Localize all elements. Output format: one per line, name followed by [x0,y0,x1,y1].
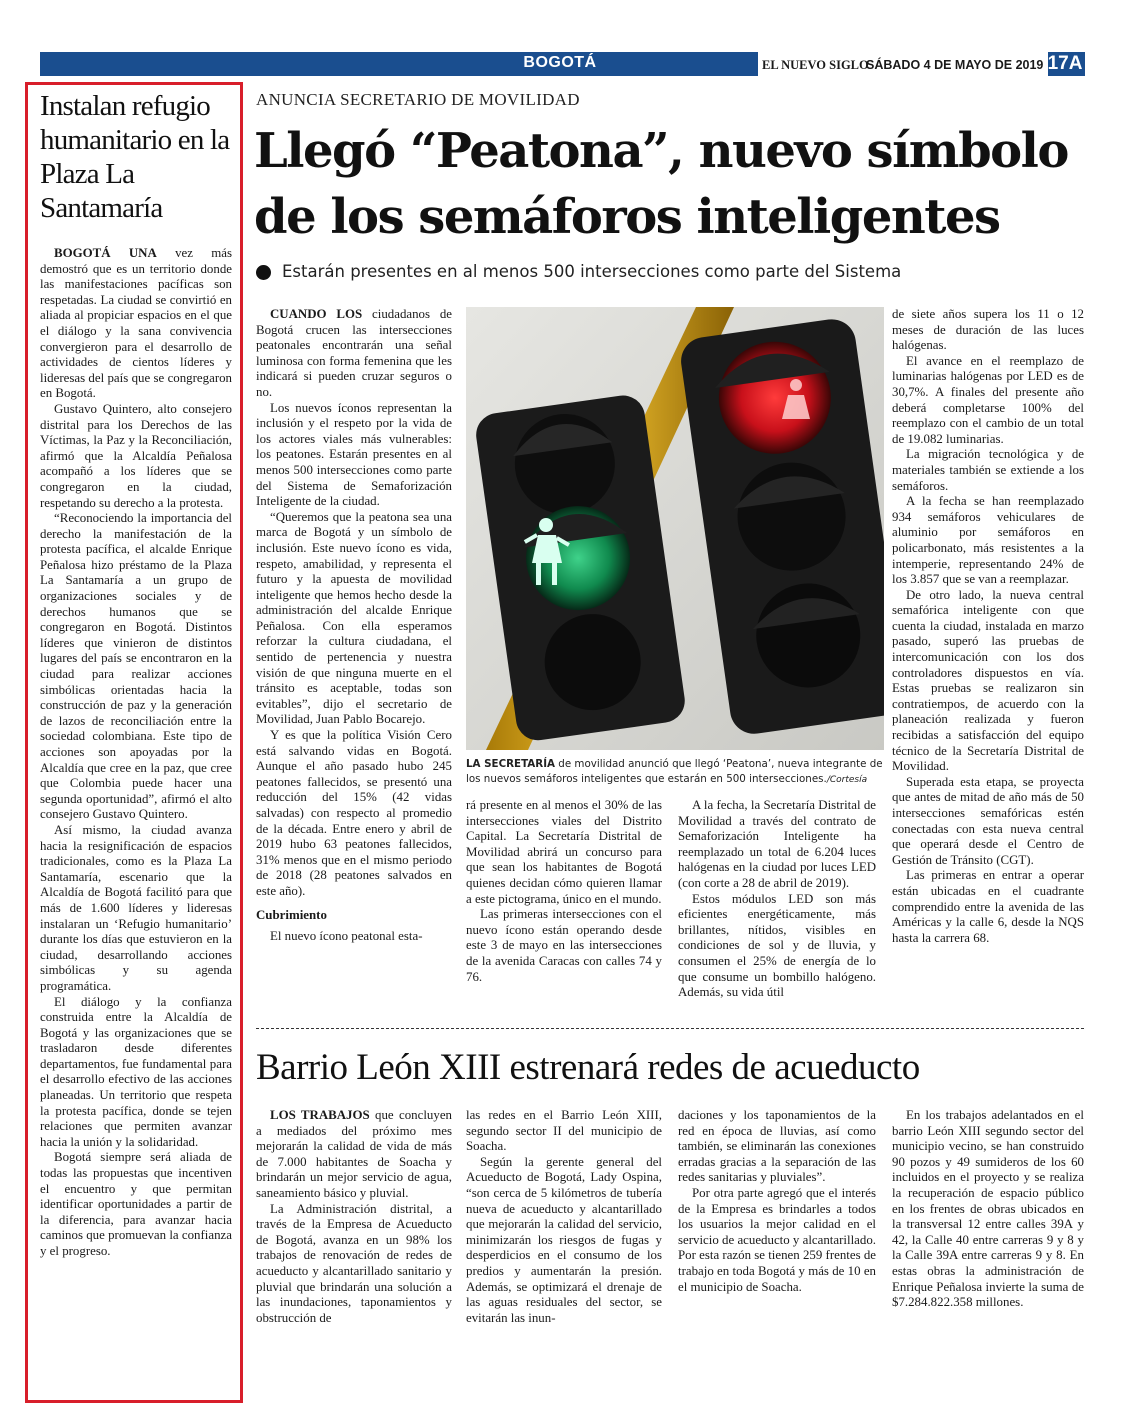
sidebar-paragraph: El diálogo y la confianza construida entre la Alcaldía de Bogotá y las organizaciones que se trasladaron desde diferentes departamentos, fue fundamental para el desarrollo efectivo de las acciones planeadas. Un territorio que respeta la protesta pacífica, donde se tejen relaciones que permiten avanzar hacia la unión y la solidaridad. [40,994,232,1149]
article-paragraph: A la fecha, la Secretaría Distrital de Movilidad a través del contrato de Semaforización Inteligente ha reemplazado un total de 6.204 luces halógenas en la ciudad por luces LED (con corte a 28 de abril de 2019). [678,798,876,890]
article-divider [256,1028,1084,1029]
sidebar-article-title: Instalan refugio humanitario en la Plaza La Santamaría [40,90,230,224]
article-paragraph: Superada esta etapa, se proyecta que antes de mitad de año más de 50 intersecciones semafóricas estén conectadas con esta nueva central que operará desde el Centro de Gestión de Tránsito (CGT). [892,774,1084,867]
article2-headline: Barrio León XIII estrenará redes de acueducto [256,1047,920,1088]
sidebar-lead: BOGOTÁ UNA [54,246,157,260]
article-paragraph: que concluyen a mediados del próximo mes mejorarán la calidad de vida de más de 7.000 habitantes de Soacha y brindarán un mejor servicio de agua, saneamiento básico y pluvial. [256,1108,452,1200]
article-subhead: Cubrimiento [256,907,327,922]
sidebar-article-body [40,246,232,1260]
photo-credit: /Cortesía [826,775,868,785]
article-paragraph: “Queremos que la peatona sea una marca de Bogotá y un símbolo de inclusión. Este nuevo ícono es vida, respeto, amabilidad, y representa el futuro y la apuesta de movilidad inteligente que hemos hecho desde la administración del alcalde Enrique Peñalosa. Con ella esperamos reforzar la cultura ciudadana, el sentido de pertenencia y nuestra visión de que ninguna muerte en el tránsito es aceptable, todas son evitables”, dijo el secretario de Movilidad, Juan Pablo Bocarejo. [256,509,452,727]
article-paragraph: Las primeras intersecciones con el nuevo ícono están operando desde este 3 de mayo en las intersecciones de la avenida Caracas con calles 74 y 76. [466,907,662,984]
main-article-column-3 [678,798,876,1001]
section-name: BOGOTÁ [523,54,597,71]
article-paragraph: Y es que la política Visión Cero está salvando vidas en Bogotá. Aunque el año pasado hubo 245 peatones fallecidos, se presentó una reducción del 15% (42 vidas salvadas) con respecto al promedio de la década. Entre enero y abril de 2019 hubo 63 peatones fallecidos, 31% menos que en el mismo periodo de 2018 (28 peatones salvados en este año). [256,728,452,898]
sidebar-paragraph: Así mismo, la ciudad avanza hacia la resignificación de espacios tradicionales, como es la Plaza La Santamaría, escenario que la Alcaldía de Bogotá facilitó para que más de 1.600 líderes y lideresas instalaran un ‘Refugio humanitario’ durante los días que estuvieron en la ciudad, desarrollando acciones simbólicas y su agenda programática. [40,822,232,993]
caption-text: de movilidad anunció que llegó ‘Peatona’, nueva integrante de los nuevos semáforos inteligentes que estarán en 500 intersecciones. [466,758,883,785]
article2-column-1 [256,1108,452,1326]
article-paragraph: En los trabajos adelantados en el barrio León XIII segundo sector del municipio vecino, se han construido 90 pozos y 49 sumideros de los 60 incluidos en el proyecto y se realiza la recuperación de espacio público en los frentes de obras ubicados en la transversal 12 entre calles 39A y 42, la Calle 40 entre carreras 9 y 8 y la Calle 39A entre carreras 9 y 8. En estas obras la administración de Enrique Peñalosa invierte la suma de $7.284.822.358 millones. [892,1108,1084,1310]
article-paragraph: De otro lado, la nueva central semafórica inteligente con que cuenta la ciudad, instalada en marzo pasado, superó las pruebas de intercomunicación con los dos controladores dispuestos en vía. Estas pruebas se realizaron sin contratiempos, de acuerdo con la planeación realizada y fueron recibidas a satisfacción del equipo técnico de la Secretaría Distrital de Movilidad. [892,587,1084,774]
article2-column-3 [678,1108,876,1295]
article-kicker: ANUNCIA SECRETARIO DE MOVILIDAD [256,90,580,109]
sidebar-paragraph: Gustavo Quintero, alto consejero distrital para los Derechos de las Víctimas, la Paz y la Reconciliación, afirmó que la Alcaldía Peñalosa acompañó a los líderes que se congregaron en la ciudad, respetando su derecho a la protesta. [40,401,232,510]
newspaper-name: EL NUEVO SIGLO [762,58,869,72]
article-paragraph: Los nuevos íconos representan la inclusión y el respeto por la vida de los actores viales más vulnerables: los peatones. Estarán presentes en al menos 500 intersecciones como parte del Sistema de Semaforización Inteligente de la ciudad. [256,400,452,509]
article-paragraph: Según la gerente general del Acueducto de Bogotá, Lady Ospina, “son cerca de 5 kilómetros de tubería nueva de acueducto y alcantarillado que mejorarán la calidad del servicio, minimizarán los riesgos de fugas y desperdicios en el consumo de los predios y aumentarán la presión. Además, se optimizará el drenaje de las aguas residuales del sector, se evitarán las inun- [466,1154,662,1325]
article-paragraph: ciudadanos de Bogotá crucen las intersecciones peatonales encontrarán una señal luminosa con forma femenina que les indicará si pueden cruzar seguros o no. [256,307,453,399]
sidebar-paragraph: Bogotá siempre será aliada de todas las propuestas que incentiven el encuentro y que permitan identificar oportunidades a partir de la diferencia, para avanzar hacia caminos que promuevan la confianza y el progreso. [40,1150,232,1258]
article-paragraph: de siete años supera los 11 o 12 meses de duración de las luces halógenas. [892,307,1084,353]
photo-caption [466,757,884,788]
traffic-light-photo [466,307,884,750]
article-paragraph: Estos módulos LED son más eficientes energéticamente, más brillantes, nítidos, visibles en condiciones de sol y de lluvia, y consumen el 25% de energía de lo que consume un bombillo halógeno. Además, su vida útil [678,891,876,1000]
article-paragraph: El avance en el reemplazo de luminarias halógenas por LED es de 30,7%. A finales del presente año deberá completarse 100% del reemplazo con el cambio de un total de 19.082 luminarias. [892,353,1084,446]
article-paragraph: El nuevo ícono peatonal esta- [270,929,423,944]
article-paragraph: Por otra parte agregó que el interés de la Empresa es brindarles a todos los usuarios la mejor calidad en el servicio de acueducto y alcantarillado. Por esta razón se tienen 259 frentes de trabajo en toda Bogotá y más de 10 en el municipio de Soacha. [678,1185,876,1294]
page-number: 17A [1047,53,1083,74]
article-paragraph: La Administración distrital, a través de la Empresa de Acueducto de Bogotá, avanza en un 98% los trabajos de renovación de redes de acueducto y alcantarillado sanitario y pluvial que brindarán una solución a las inundaciones, taponamientos y obstrucción de [256,1201,452,1325]
sidebar-paragraph: vez más demostró que es un territorio donde las manifestaciones pacíficas son respetadas. La ciudad se convirtió en aliada al propiciar espacios en el que el diálogo y la sana convivencia convergieron para el desarrollo de actividades de cientos líderes y lideresas del país que se congregaron en Bogotá. [40,246,232,401]
article-paragraph: daciones y los taponamientos de la red en época de lluvias, así como también, se eliminarán las conexiones erradas gracias a la separación de las redes sanitarias y pluviales”. [678,1108,876,1185]
main-article-column-4 [892,307,1084,946]
bullet-icon [256,265,271,280]
article-paragraph: La migración tecnológica y de materiales también se extiende a los semáforos. [892,447,1084,493]
article2-column-4 [892,1108,1084,1311]
subheadline: Estarán presentes en al menos 500 intersecciones como parte del Sistema [282,262,902,281]
issue-date: SÁBADO 4 DE MAYO DE 2019 [866,58,1044,72]
article-paragraph: A la fecha se han reemplazado 934 semáforos vehiculares de aluminio por semáforos en policarbonato, más resistentes a la intemperie, representando 24% de los 3.857 que se van a reemplazar. [892,494,1084,587]
article-paragraph: rá presente en al menos el 30% de las intersecciones viales del Distrito Capital. La Secretaría Distrital de Movilidad abrirá un concurso para que sean los habitantes de Bogotá quienes decidan cómo quieren llamar a este pictograma, único en el mundo. [466,798,662,906]
article-paragraph: las redes en el Barrio León XIII, segundo sector II del municipio de Soacha. [466,1108,662,1154]
article-paragraph: Las primeras en entrar a operar están ubicadas en el cuadrante comprendido entre la avenida de las Américas y la calle 6, desde la NQS hasta la carrera 68. [892,868,1084,945]
main-headline: Llegó “Peatona”, nuevo símbolo de los semáforos inteligentes [254,123,1068,245]
main-article-column-1 [256,307,452,945]
main-lead: CUANDO LOS [270,307,363,321]
caption-lead: LA SECRETARÍA [466,758,556,770]
article2-lead: LOS TRABAJOS [270,1108,370,1122]
sidebar-paragraph: “Reconociendo la importancia del derecho la manifestación de la protesta pacífica, el alcalde Enrique Peñalosa hizo préstamo de la Plaza La Santamaría a un grupo de organizaciones sociales y de derechos humanos que se congregaron en Bogotá. Distintos líderes que vinieron de distintos lugares del país se encontraron en la ciudad para realizar acciones simbólicas orientadas hacia la construcción de paz y la generación de lazos de reconciliación entre la sociedad colombiana. Este tipo de acciones son apoyadas por la Alcaldía que cree en la paz, que cree que Colombia puede hacer una segunda oportunidad”, afirmó el alto consejero Gustavo Quintero. [40,511,232,822]
article2-column-2 [466,1108,662,1326]
main-article-column-2 [466,798,662,985]
